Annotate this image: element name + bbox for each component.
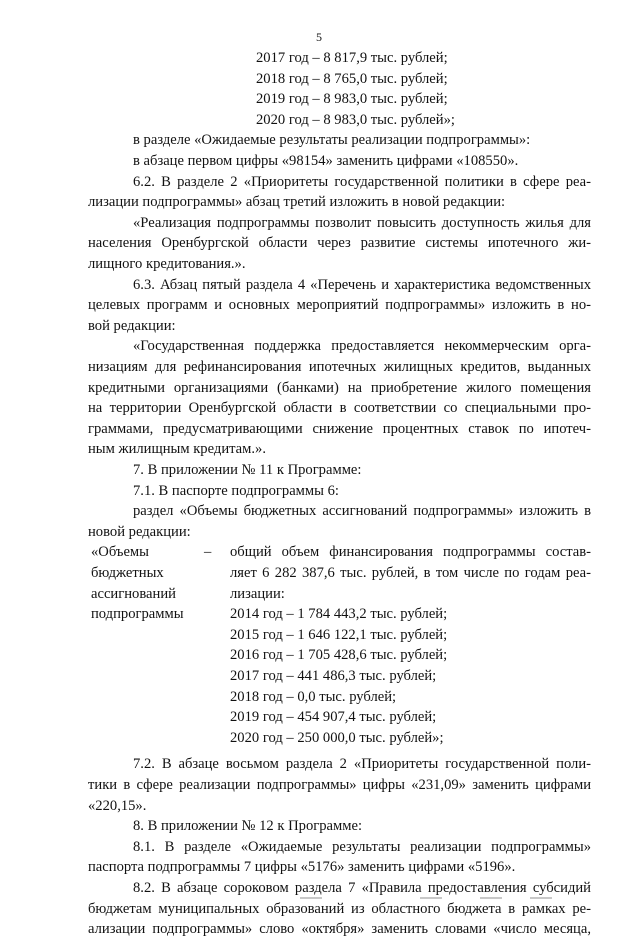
text-line: лизации подпрограммы» абзац третий изложить в новой редакции: [88,194,506,211]
text-line: 7. В приложении № 11 к Программе: [133,462,362,478]
table-value-line: 2018 год – 0,0 тыс. рублей; [230,688,397,705]
table-label-line: бюджетных [91,565,164,581]
table-value-line: 2020 год – 250 000,0 тыс. рублей»; [230,729,444,746]
text-line: 2019 год – 8 983,0 тыс. рублей; [256,91,448,108]
text-line: раздел «Объемы бюджетных ассигнований подпрограммы» изложить в [133,503,591,520]
text-line: 6.2. В разделе 2 «Приоритеты государственной политики в сфере реа- [133,173,591,190]
text-line: тики в сфере реализации подпрограммы» цифры «231,09» заменить цифрами [88,777,591,793]
table-value-line: лизации: [230,585,285,602]
text-line: «220,15». [88,797,147,814]
table-label-line: подпрограммы [91,606,184,623]
text-line: бюджетам муниципальных образований из областного бюджета в рамках ре- [88,900,591,917]
text-line: 2020 год – 8 983,0 тыс. рублей»; [256,111,455,128]
text-line: 8.1. В разделе «Ожидаемые результаты реализации подпрограммы» [133,838,591,855]
text-line: 8. В приложении № 12 к Программе: [133,818,363,835]
text-line: 2017 год – 8 817,9 тыс. рублей; [256,50,448,66]
table-value-line: 2016 год – 1 705 428,6 тыс. рублей; [230,647,448,664]
text-line: 7.1. В паспорте подпрограммы 6: [133,482,339,499]
text-line: в абзаце первом цифры «98154» заменить цифрами «108550». [133,153,519,169]
footer-mark [530,897,552,899]
page-number: 5 [316,30,322,44]
footer-mark [480,897,502,899]
text-line: «Реализация подпрограммы позволит повысить доступность жилья для [133,214,591,231]
text-line: на территории Оренбургской области в соответствии со специальными про- [88,400,591,417]
text-line: «Государственная поддержка предоставляется некоммерческим орга- [133,338,591,355]
table-dash: – [204,544,212,561]
text-line: в разделе «Ожидаемые результаты реализации подпрограммы»: [133,132,531,149]
text-line: кредитными организациями (банками) на приобретение жилого помещения [88,379,591,396]
table-value-line: 2017 год – 441 486,3 тыс. рублей; [230,668,437,684]
table-value-line: 2014 год – 1 784 443,2 тыс. рублей; [230,606,448,623]
text-line: новой редакции: [88,523,191,540]
text-line: 7.2. В абзаце восьмом раздела 2 «Приоритеты государственной поли- [133,756,591,773]
table-value-line: 2015 год – 1 646 122,1 тыс. рублей; [230,626,448,643]
table-value-line: общий объем финансирования подпрограммы состав- [230,544,591,561]
table-value-line: 2019 год – 454 907,4 тыс. рублей; [230,709,437,726]
table-value-line: ляет 6 282 387,6 тыс. рублей, в том числе по годам реа- [230,565,591,581]
text-line: вой редакции: [88,317,176,334]
text-line: лищного кредитования.». [88,256,246,272]
text-line: ным жилищным кредитам.». [88,441,266,458]
text-line: 8.2. В абзаце сороковом раздела 7 «Правила предоставления субсидий [133,880,591,896]
text-line: целевых программ и основных мероприятий подпрограммы» изложить в но- [88,297,591,314]
text-line: населения Оренбургской области через развитие системы ипотечного жи- [88,235,591,252]
text-line: ализации подпрограммы» слово «октября» заменить словами «число месяца, [88,921,591,937]
text-line: 2018 год – 8 765,0 тыс. рублей; [256,70,448,87]
text-line: низациям для рефинансирования ипотечных жилищных кредитов, выданных [88,359,591,375]
footer-mark [420,897,442,899]
table-label-line: «Объемы [91,544,149,561]
text-line: граммами, предусматривающими снижение процентных ставок по ипотеч- [88,420,591,437]
text-line: паспорта подпрограммы 7 цифры «5176» заменить цифрами «5196». [88,859,516,876]
footer-mark [300,897,322,899]
table-label-line: ассигнований [91,585,176,602]
text-line: 6.3. Абзац пятый раздела 4 «Перечень и характеристика ведомственных [133,276,591,293]
